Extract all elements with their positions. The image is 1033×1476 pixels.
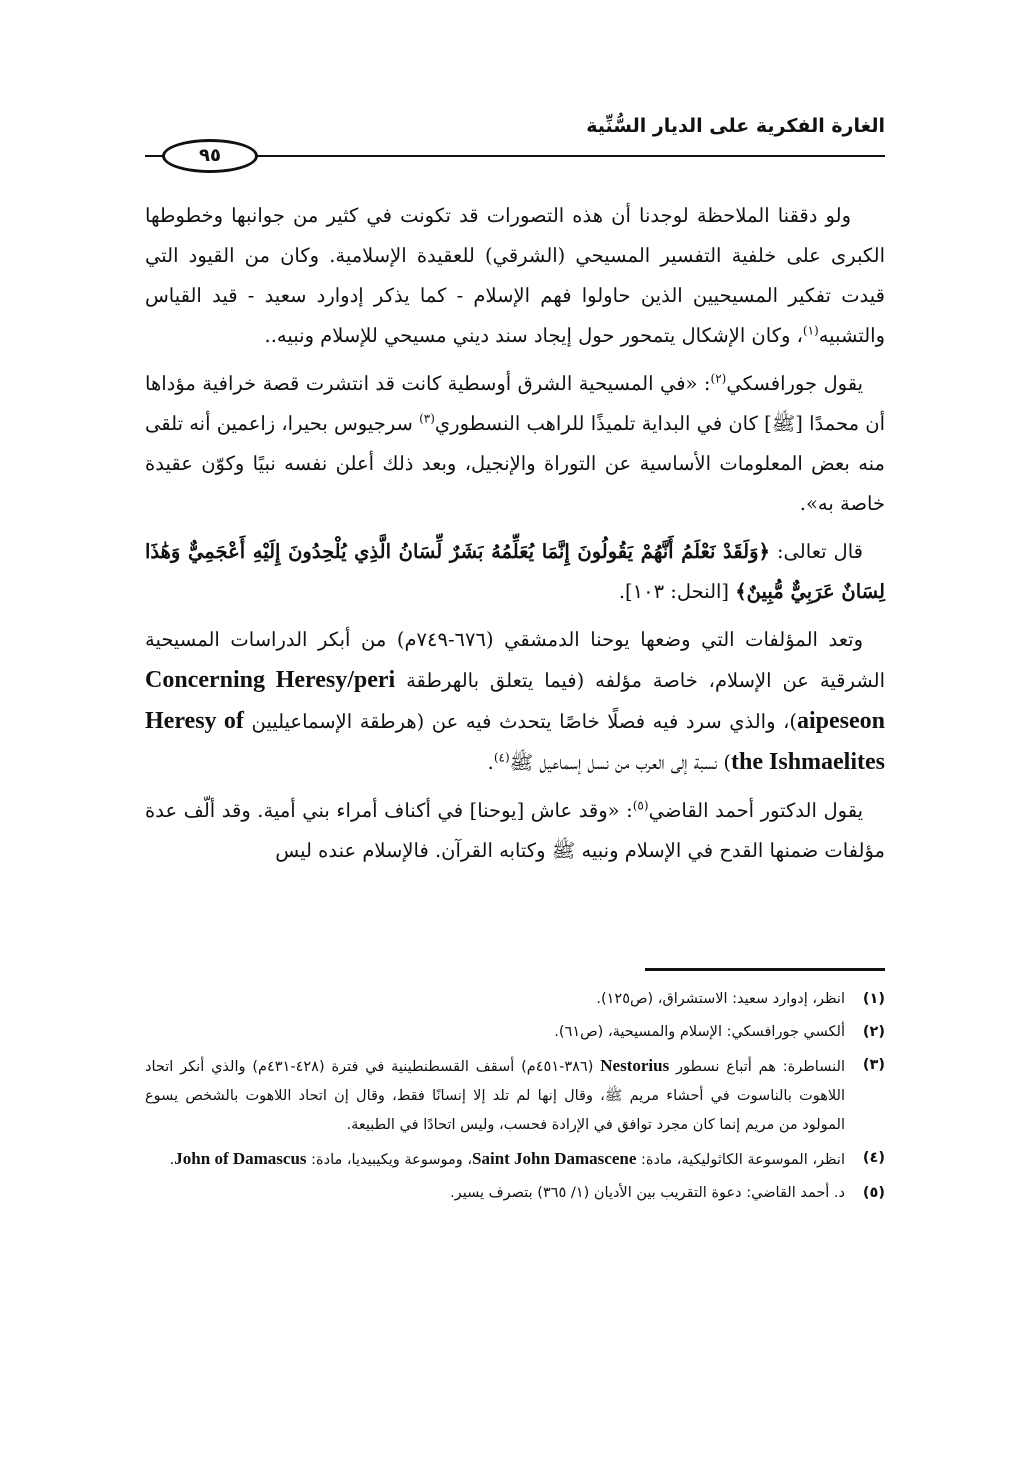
footnote-4 <box>145 1144 885 1175</box>
paragraph-2-text-c: سرجيوس بحيرا، زاعمين أنه تلقى منه بعض المعلومات الأساسية عن التوراة والإنجيل، وبعد ذلك أعلن نفسه نبيًا وكوّن عقيدة خاصة به». <box>145 412 885 515</box>
footnote-1 <box>145 985 885 1014</box>
paragraph-2 <box>145 364 885 524</box>
footnote-text: د. أحمد القاضي: دعوة التقريب بين الأديان (١/ ٣٦٥) بتصرف يسير. <box>450 1185 845 1201</box>
paragraph-4-text-c: ) نسبة إلى العرب من نسل إسماعيل ﷺ <box>509 751 732 774</box>
footnote-text: ألكسي جورافسكي: الإسلام والمسيحية، (ص٦١). <box>554 1024 845 1040</box>
quran-verse: ﴿وَلَقَدْ نَعْلَمُ أَنَّهُمْ يَقُولُونَ إِنَّمَا يُعَلِّمُهُ بَشَرٌ لِّسَانُ الَّذِي يُلْحِدُونَ إِلَيْهِ أَعْجَمِيٌّ وَهَٰذَا لِسَانٌ عَرَبِيٌّ مُّبِينٌ﴾ <box>145 540 885 603</box>
paragraph-4 <box>145 620 885 783</box>
paragraph-2-text-b: : «في المسيحية الشرق أوسطية كانت قد انتشرت قصة خرافية مؤداها أن محمدًا [ﷺ] كان في البداية تلميذًا للراهب النسطوري <box>145 372 885 435</box>
footnote-text-a: انظر، الموسوعة الكاثوليكية، مادة: <box>636 1152 845 1168</box>
paragraph-1-text: ولو دققنا الملاحظة لوجدنا أن هذه التصورات قد تكونت في كثير من جوانبها وخطوطها الكبرى على خلفية التفسير المسيحي (الشرقي) للعقيدة الإسلامية. وكان من القيود التي قيدت تفكير المسيحيين الذين حاولوا فهم الإسلام - كما يذكر إدوارد سعيد - قيد القياس والتشبيه <box>145 204 885 347</box>
footnote-text-b: (٣٨٦-٤٥١م) أسقف القسطنطينية في فترة (٤٢٨-٤٣١م) والذي أنكر اتحاد اللاهوت بالناسوت في أحشاء مريم ﷺ، وقال إنها لم تلد إلا إنسانًا فقط، وقال إن اتحاد اللاهوت بالشخص يسوع المولود من مريم إنما كان مجرد توافق في الإرادة فحسب، وليس اتحادًا في الطبيعة. <box>145 1059 845 1133</box>
footnotes <box>145 985 885 1212</box>
footnote-ref-2[interactable]: (٢) <box>710 371 727 386</box>
footnote-number: (٥) <box>862 1185 885 1201</box>
verse-citation: [النحل: ١٠٣]. <box>618 580 736 603</box>
paragraph-5-text-b: : «وقد عاش [يوحنا] في أكناف أمراء بني أمية. وقد ألّف عدة مؤلفات ضمنها القدح في الإسلام ونبيه ﷺ وكتابه القرآن. فالإسلام عنده ليس <box>145 799 885 862</box>
latin-nestorius: Nestorius <box>600 1056 670 1075</box>
footnote-rule <box>645 968 885 971</box>
footnote-ref-4[interactable]: (٤) <box>493 750 510 765</box>
footnote-ref-1[interactable]: (١) <box>802 323 819 338</box>
running-title: الغارة الفكرية على الديار السُّنِّية <box>586 115 885 137</box>
paragraph-3-text-a: قال تعالى: <box>769 540 863 563</box>
latin-title-concerning-heresy: Concerning Heresy/peri aipeseon <box>145 667 885 734</box>
latin-title-ishmaelites: Heresy of the Ishmaelites <box>145 708 885 775</box>
footnote-ref-3[interactable]: (٣) <box>419 411 435 426</box>
main-text <box>145 196 885 879</box>
footnote-text: انظر، إدوارد سعيد: الاستشراق، (ص١٢٥). <box>596 991 845 1007</box>
latin-saint-john-damascene: Saint John Damascene <box>472 1149 637 1168</box>
latin-john-of-damascus: John of Damascus <box>174 1149 307 1168</box>
paragraph-4-text-b: )، والذي سرد فيه فصلًا خاصًا يتحدث فيه عن (هرطقة الإسماعيليين <box>243 710 797 733</box>
footnote-ref-5[interactable]: (٥) <box>632 798 649 813</box>
footnote-text-c: . <box>169 1152 175 1168</box>
paragraph-4-text-a: وتعد المؤلفات التي وضعها يوحنا الدمشقي (٦٧٦-٧٤٩م) من أبكر الدراسات المسيحية الشرقية عن الإسلام، خاصة مؤلفه (فيما يتعلق بالهرطقة <box>145 628 885 692</box>
footnote-text-a: النساطرة: هم أتباع نسطور <box>669 1059 845 1075</box>
paragraph-2-text-a: يقول جورافسكي <box>726 372 864 395</box>
paragraph-5-text-a: يقول الدكتور أحمد القاضي <box>648 799 863 822</box>
footnote-number: (٤) <box>862 1150 885 1166</box>
paragraph-4-text-d: . <box>487 751 494 774</box>
footnote-text-b: ، وموسوعة ويكيبيديا، مادة: <box>306 1152 473 1168</box>
paragraph-3 <box>145 532 885 612</box>
page-number: ٩٥ <box>162 139 258 173</box>
footnote-3 <box>145 1051 885 1140</box>
paragraph-5 <box>145 791 885 871</box>
paragraph-1 <box>145 196 885 356</box>
footnote-2 <box>145 1018 885 1047</box>
footnote-number: (١) <box>862 991 885 1007</box>
paragraph-1-tail: ، وكان الإشكال يتمحور حول إيجاد سند ديني مسيحي للإسلام ونبيه.. <box>264 324 803 347</box>
footnote-5 <box>145 1179 885 1208</box>
footnote-number: (٣) <box>862 1057 885 1073</box>
footnote-number: (٢) <box>862 1024 885 1040</box>
